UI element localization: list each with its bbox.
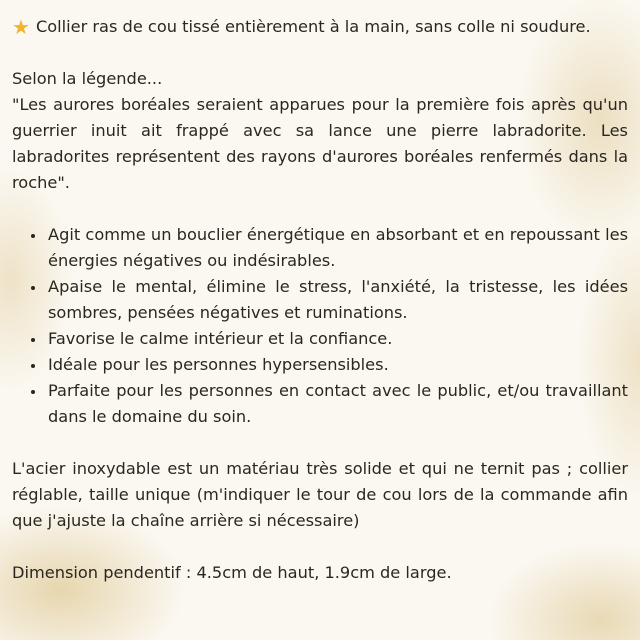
spacer bbox=[12, 430, 628, 456]
list-item: • Parfaite pour les personnes en contact avec le public, et/ou travaillant dans le domaine du soin. bbox=[46, 378, 628, 430]
spacer bbox=[12, 534, 628, 560]
list-item: • Apaise le mental, élimine le stress, l'anxiété, la tristesse, les idées sombres, pensées négatives et ruminations. bbox=[46, 274, 628, 326]
spacer bbox=[12, 196, 628, 222]
pendant-dimensions: Dimension pendentif : 4.5cm de haut, 1.9cm de large. bbox=[12, 563, 452, 582]
list-item: • Favorise le calme intérieur et la confiance. bbox=[46, 326, 628, 352]
material-description: L'acier inoxydable est un matériau très solide et qui ne ternit pas ; collier réglable, taille unique (m'indiquer le tour de cou lors de la commande afin que j'ajuste la chaîne arrière si nécessaire) bbox=[12, 459, 628, 530]
legend-quote: "Les aurores boréales seraient apparues pour la première fois après qu'un guerrier inuit ait frappé avec sa lance une pierre labradorite. Les labradorites représentent des rayons d'aurores boréales renfermés dans la roche". bbox=[12, 95, 628, 192]
product-title-line bbox=[12, 14, 628, 40]
product-title: Collier ras de cou tissé entièrement à la main, sans colle ni soudure. bbox=[35, 17, 591, 36]
spacer bbox=[12, 40, 628, 66]
legend-intro: Selon la légende... bbox=[12, 69, 163, 88]
list-item: • Agit comme un bouclier énergétique en absorbant et en repoussant les énergies négatives ou indésirables. bbox=[46, 222, 628, 274]
list-item: • Idéale pour les personnes hypersensibles. bbox=[46, 352, 628, 378]
star-icon: ★ bbox=[12, 15, 30, 39]
benefits-list bbox=[12, 222, 628, 430]
